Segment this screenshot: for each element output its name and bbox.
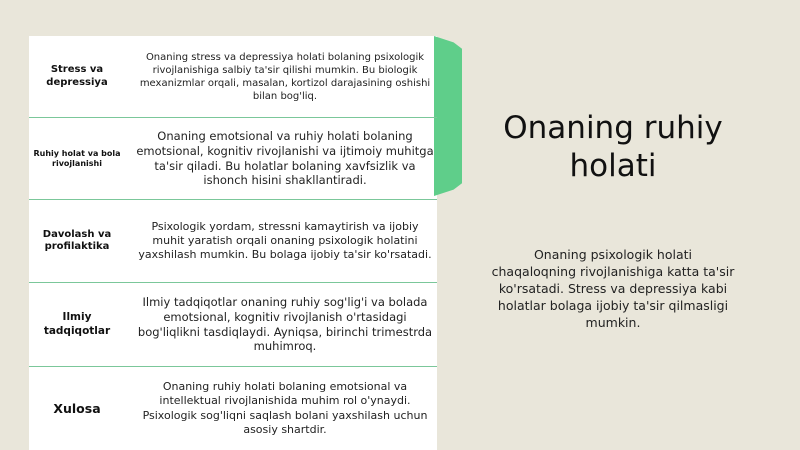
row-text: Psixologik yordam, stressni kamaytirish va ijobiy muhit yaratish orqali onaning psixologik holatini yaxshilash mumkin. Bu bolaga ijobiy ta'sir ko'rsatadi. — [138, 219, 432, 262]
slide-title: Onaning ruhiy holati — [503, 110, 723, 184]
slide-summary: Onaning psixologik holati chaqaloqning rivojlanishiga katta ta'sir ko'rsatadi. Stress va depressiya kabi holatlar bolaga ijobiy ta'sir qilmasligi mumkin. — [491, 247, 735, 330]
row-text: Ilmiy tadqiqotlar onaning ruhiy sog'lig'i va bolada emotsional, kognitiv rivojlanish o'rtasidagi bog'liqlikni tasdiqlaydi. Ayniqsa, birinchi trimestrda muhimroq. — [137, 294, 433, 354]
row-label: Ruhiy holat va bola rivojlanishi — [33, 148, 121, 168]
row-text: Onaning stress va depressiya holati bolaning psixologik rivojlanishiga salbiy ta'sir qilishi mumkin. Bu biologik mexanizmlar orqali, masalan, kortizol darajasining oshishi bilan bog'liq. — [139, 51, 431, 102]
row-label: Xulosa — [53, 400, 101, 416]
row-text: Onaning ruhiy holati bolaning emotsional va intellektual rivojlanishida muhim rol o'ynaydi. Psixologik sog'liqni saqlash bolani yaxshilash uchun asosiy shartdir. — [142, 379, 428, 436]
table-row — [29, 200, 437, 283]
row-label: Davolash va profilaktika — [42, 228, 112, 252]
table-row — [29, 36, 437, 118]
row-label: Stress va depressiya — [46, 64, 108, 88]
row-label: Ilmiy tadqiqotlar — [43, 311, 111, 337]
accent-tab — [434, 36, 462, 196]
table-row — [29, 118, 437, 200]
table-row — [29, 367, 437, 450]
row-text: Onaning emotsional va ruhiy holati bolaning emotsional, kognitiv rivojlanishi va ijtimoiy muhitga ta'sir qiladi. Bu holatlar bolaning xavfsizlik va ishonch hisini shakllantiradi. — [136, 128, 434, 188]
table-row — [29, 283, 437, 367]
